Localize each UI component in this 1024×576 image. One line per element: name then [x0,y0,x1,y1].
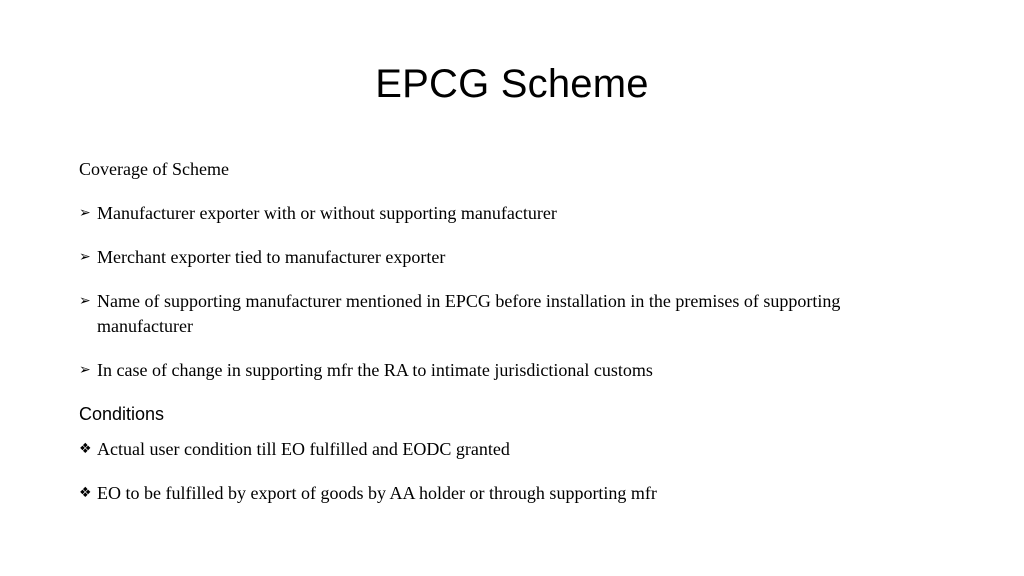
coverage-item [79,245,939,270]
coverage-item-text: Merchant exporter tied to manufacturer exporter [97,247,446,267]
slide-title: EPCG Scheme [375,62,649,106]
diamond-bullet-icon: ❖ [79,485,92,501]
coverage-item [79,358,939,383]
conditions-heading: Conditions [79,404,165,424]
coverage-item [79,289,939,339]
arrow-bullet-icon: ➢ [79,293,91,309]
coverage-item-text: In case of change in supporting mfr the RA to intimate jurisdictional customs [97,360,653,380]
arrow-bullet-icon: ➢ [79,362,91,378]
arrow-bullet-icon: ➢ [79,205,91,221]
slide-content [79,157,939,525]
condition-item-text: EO to be fulfilled by export of goods by AA holder or through supporting mfr [97,483,657,503]
coverage-heading: Coverage of Scheme [79,159,229,179]
coverage-item-text: Name of supporting manufacturer mentioned in EPCG before installation in the premises of supporting manufacturer [97,291,841,336]
diamond-bullet-icon: ❖ [79,441,92,457]
arrow-bullet-icon: ➢ [79,249,91,265]
coverage-item-text: Manufacturer exporter with or without supporting manufacturer [97,203,557,223]
condition-item [79,437,939,462]
condition-item-text: Actual user condition till EO fulfilled and EODC granted [97,439,510,459]
coverage-item [79,201,939,226]
condition-item [79,481,939,506]
